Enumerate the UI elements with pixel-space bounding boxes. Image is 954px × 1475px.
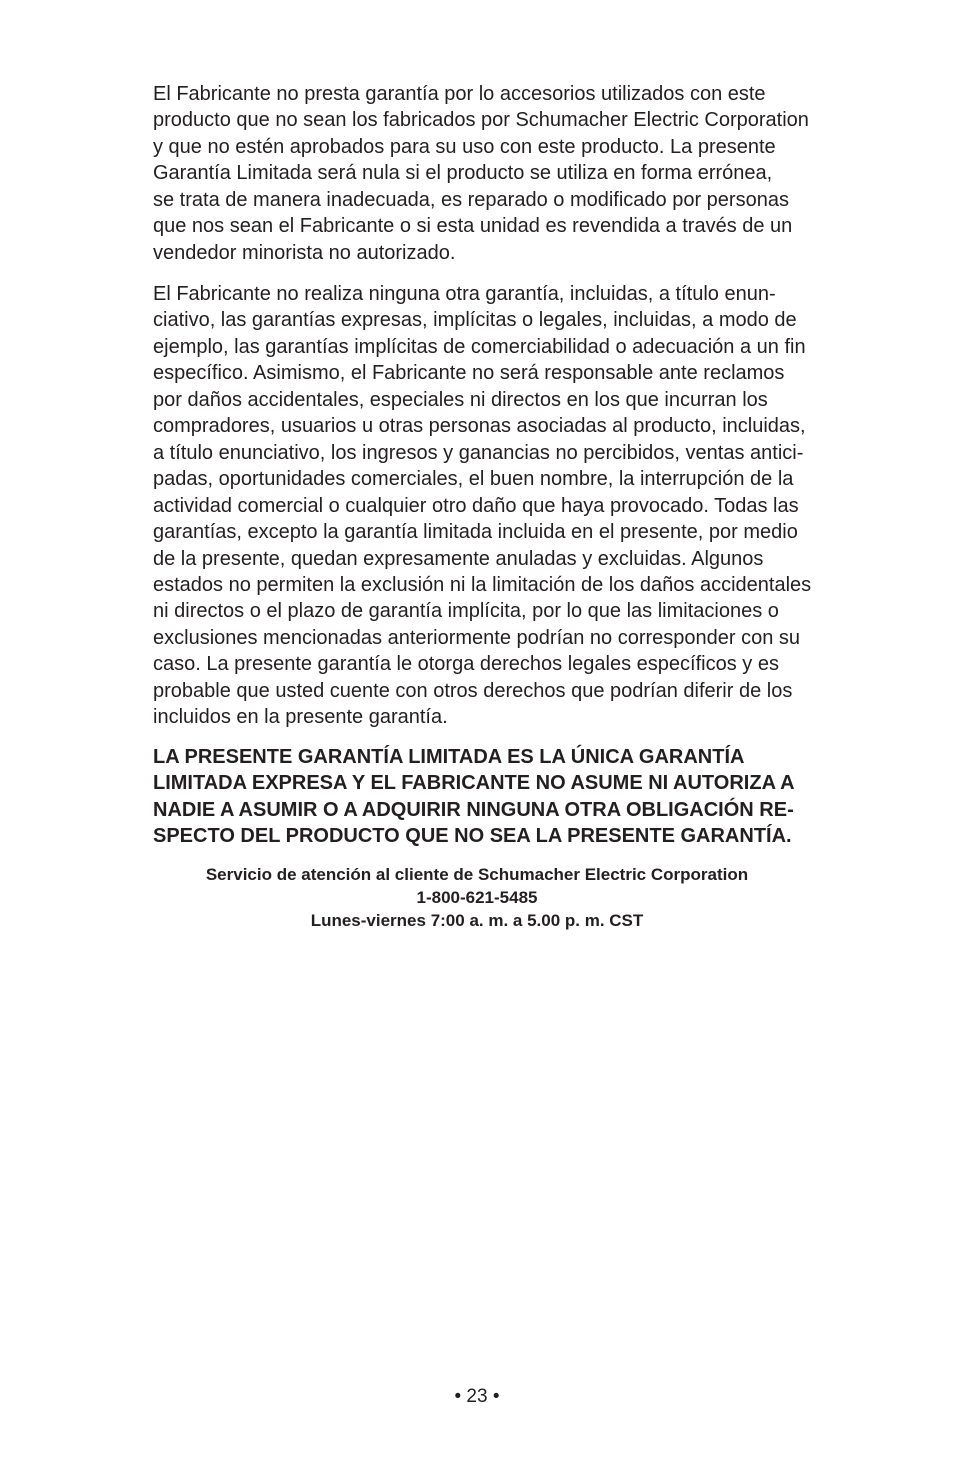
warranty-exclusions-paragraph: El Fabricante no presta garantía por lo accesorios utilizados con este producto que no sean los fabricados por Schumacher Electric Corporation y que no estén aprobados para su uso con este producto. La presente Garantía Limitada será nula si el producto se utiliza en forma errónea, se trata de manera inadecuada, es reparado o modificado por personas que nos sean el Fabricante o si esta unidad es revendida a través de un vendedor minorista no autorizado. [153, 83, 809, 264]
limited-warranty-notice: LA PRESENTE GARANTÍA LIMITADA ES LA ÚNICA GARANTÍA LIMITADA EXPRESA Y EL FABRICANTE NO ASUME NI AUTORIZA A NADIE A ASUMIR O A ADQUIRIR NINGUNA OTRA OBLIGACIÓN RE- SPECTO DEL PRODUCTO QUE NO SEA LA PRESENTE GARANTÍA. [153, 746, 795, 847]
customer-service-hours: Lunes-viernes 7:00 a. m. a 5.00 p. m. CST [310, 911, 644, 930]
customer-service-title: Servicio de atención al cliente de Schumacher Electric Corporation [205, 865, 749, 884]
customer-service-phone: 1-800-621-5485 [416, 888, 538, 907]
page-number: • 23 • [454, 1386, 500, 1407]
warranty-disclaimer-paragraph: El Fabricante no realiza ninguna otra garantía, incluidas, a título enun- ciativo, las garantías expresas, implícitas o legales, incluidas, a modo de ejemplo, las garantías implícitas de comerciabilidad o adecuación a un fin específico. Asimismo, el Fabricante no será responsable ante reclamos por daños accidentales, especiales ni directos en los que incurran los compradores, usuarios u otras personas asociadas al producto, incluidas, a título enunciativo, los ingresos y ganancias no percibidos, ventas antici- padas, oportunidades comerciales, el buen nombre, la interrupción de la actividad comercial o cualquier otro daño que haya provocado. Todas las garantías, excepto la garantía limitada incluida en el presente, por medio de la presente, quedan expresamente anuladas y excluidas. Algunos estados no permiten la exclusión ni la limitación de los daños accidentales ni directos o el plazo de garantía implícita, por lo que las limitaciones o exclusiones mencionadas anteriormente podrían no corresponder con su caso. La presente garantía le otorga derechos legales específicos y es probable que usted cuente con otros derechos que podrían diferir de los incluidos en la presente garantía. [153, 283, 812, 729]
